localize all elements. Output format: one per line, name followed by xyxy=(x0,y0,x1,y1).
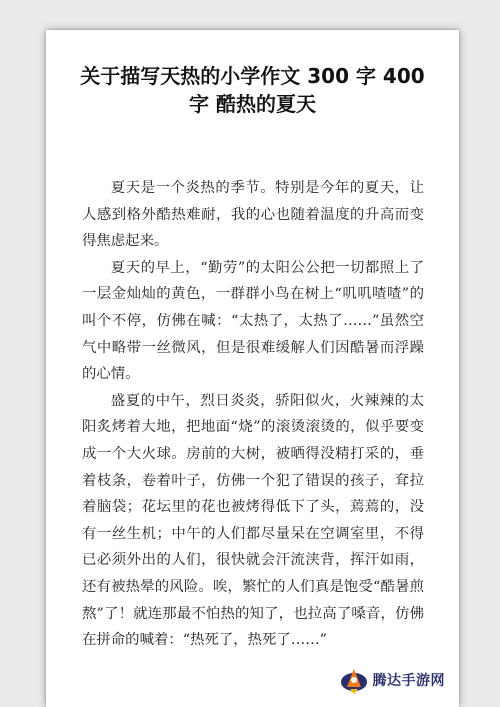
watermark-text: 腾达手游网 xyxy=(372,673,445,689)
rocket-logo-icon xyxy=(339,665,369,695)
document-page xyxy=(46,30,459,707)
paragraph-2: 夏天的早上，“勤劳”的太阳公公把一切都照上了一层金灿灿的黄色，一群群小鸟在树上“叽叽喳喳”的叫个不停，仿佛在喊：“太热了，太热了……”虽然空气中略带一丝微风，但是很难缓解人们因酷暑而浮躁的心情。 xyxy=(82,259,424,383)
article-title xyxy=(46,62,459,118)
paragraph-1: 夏天是一个炎热的季节。特别是今年的夏天，让人感到格外酷热难耐，我的心也随着温度的升高而变得焦虑起来。 xyxy=(82,180,424,250)
paragraph-3: 盛夏的中午，烈日炎炎，骄阳似火，火辣辣的太阳炙烤着大地，把地面“烧”的滚烫滚烫的，似乎要变成一个大火球。房前的大树，被晒得没精打采的，垂着枝条，卷着叶子，仿佛一个犯了错误的孩子，耷拉着脑袋；花坛里的花也被烤得低下了头，蔫蔫的，没有一丝生机；中午的人们都尽量呆在空调室里，不得已必须外出的人们，很快就会汗流浃背，挥汗如雨，还有被热晕的风险。唉，繁忙的人们真是饱受“酷暑煎熬”了！就连那最不怕热的知了，也拉高了嗓音，仿佛在拼命的喊着：“热死了，热死了……” xyxy=(82,392,424,649)
site-watermark xyxy=(339,663,446,697)
article-body xyxy=(82,175,424,654)
article-title-line-2: 字 酷热的夏天 xyxy=(189,92,316,116)
article-title-line-1: 关于描写天热的小学作文 300 字 400 xyxy=(80,64,425,88)
